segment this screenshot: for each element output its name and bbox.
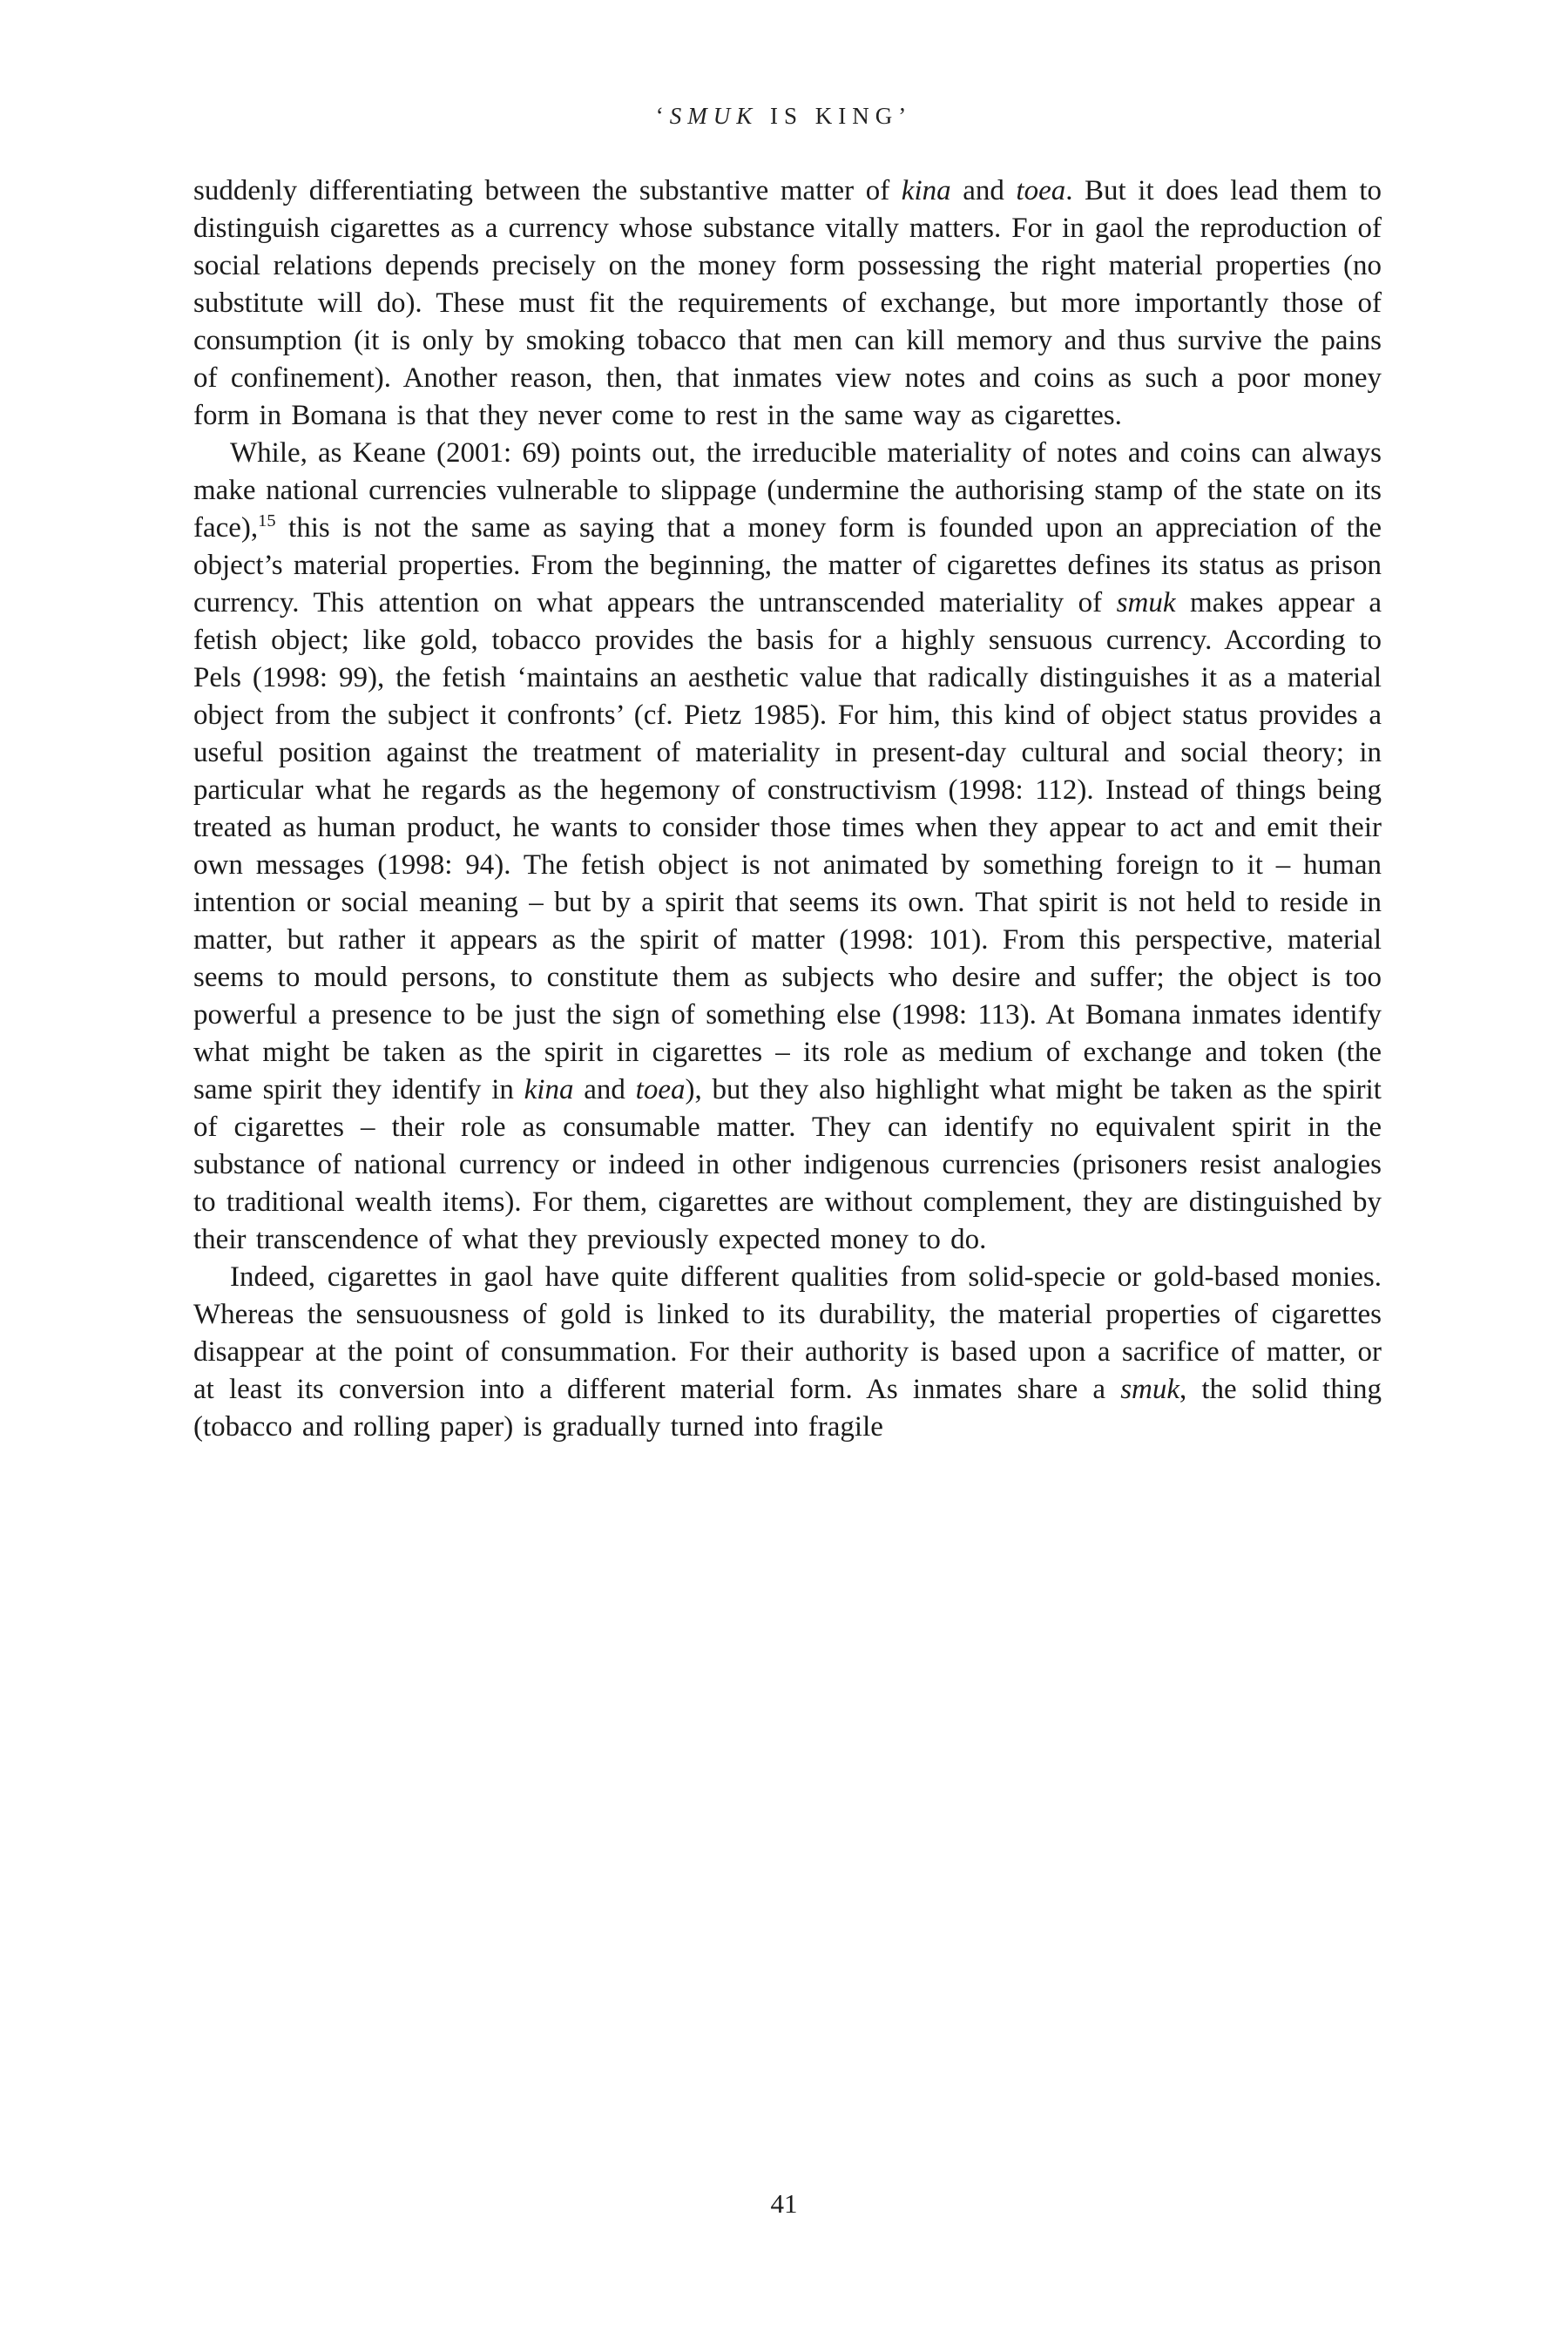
text-run: ‘ <box>655 103 670 129</box>
text-run: makes appear a fetish object; like gold, tobacco provides the basis for a highly sensuous currency. According to Pels (1998: 99), the fetish ‘maintains an aesthetic value that radically distinguishes it as a material object from the subject it confronts’ (cf. Pietz 1985). For him, this kind of object status provides a useful position against the treatment of materiality in present-day cultural and social theory; in particular what he regards as the hegemony of constructivism (1998: 112). Instead of things being treated as human product, he wants to consider those times when they appear to act and emit their own messages (1998: 94). The fetish object is not animated by something foreign to it – human intention or social meaning – but by a spirit that seems its own. That spirit is not held to reside in matter, but rather it appears as the spirit of matter (1998: 101). From this perspective, material seems to mould persons, to constitute them as subjects who desire and suffer; the object is too powerful a presence to be just the sign of something else (1998: 113). At Bomana inmates identify what might be taken as the spirit in cigarettes – its role as medium of exchange and token (the same spirit they identify in <box>193 587 1382 1105</box>
italic-run: smuk <box>1116 587 1176 618</box>
text-run: and <box>950 175 1017 206</box>
page-number: 41 <box>770 2188 798 2219</box>
italic-run: SMUK <box>669 103 759 129</box>
paragraph <box>193 172 1382 435</box>
body-text <box>193 172 1382 1446</box>
paragraph <box>193 1259 1382 1446</box>
text-run: . But it does lead them to distinguish cigarettes as a currency whose substance vitally matters. For in gaol the reproduction of social relations depends precisely on the money form possessing the right material properties (no substitute will do). These must fit the requirements of exchange, but more importantly those of consumption (it is only by smoking tobacco that men can kill memory and thus survive the pains of confinement). Another reason, then, that inmates view notes and coins as such a poor money form in Bomana is that they never come to rest in the same way as cigarettes. <box>193 175 1382 431</box>
italic-run: smuk <box>1120 1374 1180 1405</box>
text-run: , the solid thing (tobacco and rolling paper) is gradually turned into fragile <box>193 1374 1382 1443</box>
text-run: ), but they also highlight what might be taken as the spirit of cigarettes – their role as consumable matter. They can identify no equivalent spirit in the substance of national currency or indeed in other indigenous currencies (prisoners resist analogies to traditional wealth items). For them, cigarettes are without complement, they are distinguished by their transcendence of what they previously expected money to do. <box>193 1074 1382 1255</box>
text-run: Indeed, cigarettes in gaol have quite different qualities from solid-specie or gold-based monies. Whereas the sensuousness of gold is linked to its durability, the material properties of cigarettes disappear at the point of consummation. For their authority is based upon a sacrifice of matter, or at least its conversion into a different material form. As inmates share a <box>193 1261 1382 1405</box>
footnote-ref: 15 <box>258 511 276 531</box>
italic-run: toea <box>635 1074 686 1105</box>
text-run: While, as Keane (2001: 69) points out, the irreducible materiality of notes and coins can always make national currencies vulnerable to slippage (undermine the authorising stamp of the state on its face), <box>193 437 1382 544</box>
italic-run: kina <box>524 1074 574 1105</box>
paragraph <box>193 435 1382 1259</box>
text-run: and <box>573 1074 636 1105</box>
italic-run: toea <box>1016 175 1066 206</box>
text-run: IS KING’ <box>758 103 913 129</box>
text-run: this is not the same as saying that a money form is founded upon an appreciation of the object’s material properties. From the beginning, the matter of cigarettes defines its status as prison currency. This attention on what appears the untranscended materiality of <box>193 512 1382 618</box>
text-run: suddenly differentiating between the substantive matter of <box>193 175 902 206</box>
italic-run: kina <box>901 175 951 206</box>
running-header <box>0 103 1568 130</box>
page-footer <box>0 2188 1568 2220</box>
